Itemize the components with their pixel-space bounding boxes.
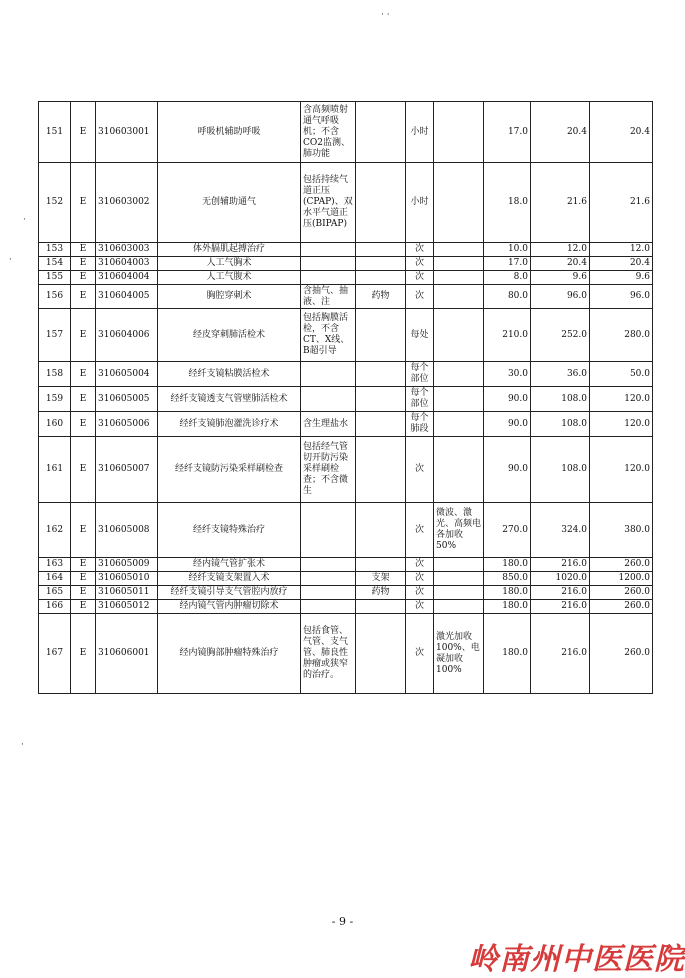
unit: 每个部位 bbox=[406, 387, 434, 412]
item-content: 含抽气、抽液、注 bbox=[301, 285, 356, 309]
item-content bbox=[301, 503, 356, 558]
category: E bbox=[71, 243, 96, 257]
item-name: 经内镜胸部肿瘤特殊治疗 bbox=[158, 614, 301, 694]
price-level-2: 216.0 bbox=[531, 614, 590, 694]
item-content bbox=[301, 600, 356, 614]
table-row bbox=[39, 586, 653, 600]
price-level-2: 1020.0 bbox=[531, 572, 590, 586]
category: E bbox=[71, 586, 96, 600]
category: E bbox=[71, 257, 96, 271]
excluded-item bbox=[356, 437, 406, 503]
row-number: 154 bbox=[39, 257, 71, 271]
excluded-item bbox=[356, 163, 406, 243]
scan-speck: · bbox=[21, 740, 24, 750]
item-name: 经纤支镜防污染采样刷检查 bbox=[158, 437, 301, 503]
price-level-1: 180.0 bbox=[484, 600, 531, 614]
price-level-1: 90.0 bbox=[484, 437, 531, 503]
unit: 次 bbox=[406, 257, 434, 271]
hospital-watermark: 岭南州中医医院 bbox=[468, 942, 685, 977]
item-name: 经纤支镜特殊治疗 bbox=[158, 503, 301, 558]
price-level-3: 20.4 bbox=[590, 257, 653, 271]
table-row bbox=[39, 285, 653, 309]
unit: 次 bbox=[406, 572, 434, 586]
price-level-1: 90.0 bbox=[484, 387, 531, 412]
row-number: 166 bbox=[39, 600, 71, 614]
unit: 每处 bbox=[406, 309, 434, 362]
category: E bbox=[71, 558, 96, 572]
price-level-2: 9.6 bbox=[531, 271, 590, 285]
item-code: 310605011 bbox=[96, 586, 158, 600]
item-content bbox=[301, 572, 356, 586]
excluded-item: 药物 bbox=[356, 586, 406, 600]
remark bbox=[434, 243, 484, 257]
price-level-1: 17.0 bbox=[484, 102, 531, 163]
category: E bbox=[71, 285, 96, 309]
unit: 次 bbox=[406, 586, 434, 600]
table-row bbox=[39, 163, 653, 243]
unit: 小时 bbox=[406, 102, 434, 163]
table-row bbox=[39, 387, 653, 412]
item-content: 包括食管、气管、支气管、肺良性肿瘤或狭窄的治疗。 bbox=[301, 614, 356, 694]
table-row bbox=[39, 558, 653, 572]
row-number: 159 bbox=[39, 387, 71, 412]
item-content: 含高频喷射通气呼吸机；不含CO2监测、肺功能 bbox=[301, 102, 356, 163]
remark bbox=[434, 257, 484, 271]
item-code: 310605005 bbox=[96, 387, 158, 412]
item-name: 经纤支镜支架置入术 bbox=[158, 572, 301, 586]
item-code: 310605009 bbox=[96, 558, 158, 572]
remark: 激光加收100%、电凝加收100% bbox=[434, 614, 484, 694]
excluded-item bbox=[356, 102, 406, 163]
scan-speck: · bbox=[9, 255, 12, 265]
excluded-item bbox=[356, 412, 406, 437]
row-number: 158 bbox=[39, 362, 71, 387]
remark bbox=[434, 163, 484, 243]
excluded-item bbox=[356, 558, 406, 572]
excluded-item bbox=[356, 362, 406, 387]
unit: 次 bbox=[406, 600, 434, 614]
price-level-3: 260.0 bbox=[590, 586, 653, 600]
item-code: 310605007 bbox=[96, 437, 158, 503]
table-row bbox=[39, 437, 653, 503]
excluded-item bbox=[356, 309, 406, 362]
page-number: - 9 - bbox=[331, 915, 354, 928]
row-number: 164 bbox=[39, 572, 71, 586]
price-level-2: 324.0 bbox=[531, 503, 590, 558]
price-level-2: 20.4 bbox=[531, 257, 590, 271]
excluded-item bbox=[356, 600, 406, 614]
category: E bbox=[71, 572, 96, 586]
table-row bbox=[39, 503, 653, 558]
row-number: 161 bbox=[39, 437, 71, 503]
price-level-3: 120.0 bbox=[590, 387, 653, 412]
item-name: 胸腔穿刺术 bbox=[158, 285, 301, 309]
item-code: 310604003 bbox=[96, 257, 158, 271]
price-level-1: 850.0 bbox=[484, 572, 531, 586]
item-content: 含生理盐水 bbox=[301, 412, 356, 437]
price-level-3: 12.0 bbox=[590, 243, 653, 257]
row-number: 167 bbox=[39, 614, 71, 694]
item-content bbox=[301, 586, 356, 600]
unit: 次 bbox=[406, 285, 434, 309]
item-name: 经皮穿刺肺活检术 bbox=[158, 309, 301, 362]
table-row bbox=[39, 412, 653, 437]
category: E bbox=[71, 412, 96, 437]
category: E bbox=[71, 163, 96, 243]
item-name: 经纤支镜肺泡灌洗诊疗术 bbox=[158, 412, 301, 437]
item-name: 经内镜气管内肿瘤切除术 bbox=[158, 600, 301, 614]
price-level-1: 90.0 bbox=[484, 412, 531, 437]
table-row bbox=[39, 362, 653, 387]
item-code: 310603003 bbox=[96, 243, 158, 257]
table-row bbox=[39, 614, 653, 694]
row-number: 157 bbox=[39, 309, 71, 362]
row-number: 162 bbox=[39, 503, 71, 558]
remark bbox=[434, 362, 484, 387]
price-level-2: 108.0 bbox=[531, 412, 590, 437]
remark bbox=[434, 558, 484, 572]
item-name: 经纤支镜透支气管壁肺活检术 bbox=[158, 387, 301, 412]
category: E bbox=[71, 387, 96, 412]
price-level-3: 260.0 bbox=[590, 558, 653, 572]
table-row bbox=[39, 243, 653, 257]
item-code: 310606001 bbox=[96, 614, 158, 694]
category: E bbox=[71, 309, 96, 362]
row-number: 163 bbox=[39, 558, 71, 572]
price-level-3: 20.4 bbox=[590, 102, 653, 163]
price-level-2: 20.4 bbox=[531, 102, 590, 163]
price-level-1: 80.0 bbox=[484, 285, 531, 309]
item-content: 包括经气管切开防污染采样刷检查；不含微生 bbox=[301, 437, 356, 503]
remark bbox=[434, 387, 484, 412]
unit: 次 bbox=[406, 437, 434, 503]
item-code: 310605004 bbox=[96, 362, 158, 387]
unit: 小时 bbox=[406, 163, 434, 243]
unit: 次 bbox=[406, 243, 434, 257]
table-row bbox=[39, 257, 653, 271]
category: E bbox=[71, 600, 96, 614]
price-level-2: 36.0 bbox=[531, 362, 590, 387]
price-level-3: 50.0 bbox=[590, 362, 653, 387]
price-level-2: 216.0 bbox=[531, 586, 590, 600]
item-name: 经纤支镜粘膜活检术 bbox=[158, 362, 301, 387]
remark: 微波、激光、高频电各加收50% bbox=[434, 503, 484, 558]
remark bbox=[434, 437, 484, 503]
price-level-1: 8.0 bbox=[484, 271, 531, 285]
price-level-3: 260.0 bbox=[590, 614, 653, 694]
price-level-3: 120.0 bbox=[590, 437, 653, 503]
scan-speck: · · bbox=[381, 10, 390, 20]
table-row bbox=[39, 309, 653, 362]
price-level-2: 252.0 bbox=[531, 309, 590, 362]
row-number: 155 bbox=[39, 271, 71, 285]
item-name: 无创辅助通气 bbox=[158, 163, 301, 243]
price-level-2: 21.6 bbox=[531, 163, 590, 243]
table-body bbox=[39, 102, 653, 694]
price-level-2: 216.0 bbox=[531, 558, 590, 572]
item-code: 310605008 bbox=[96, 503, 158, 558]
price-level-1: 10.0 bbox=[484, 243, 531, 257]
remark bbox=[434, 412, 484, 437]
table-row bbox=[39, 271, 653, 285]
price-level-1: 180.0 bbox=[484, 558, 531, 572]
scan-speck: · bbox=[23, 215, 26, 225]
item-name: 经内镜气管扩张术 bbox=[158, 558, 301, 572]
remark bbox=[434, 271, 484, 285]
unit: 次 bbox=[406, 271, 434, 285]
price-level-3: 1200.0 bbox=[590, 572, 653, 586]
item-code: 310603002 bbox=[96, 163, 158, 243]
price-level-2: 96.0 bbox=[531, 285, 590, 309]
item-content: 包括持续气道正压(CPAP)、双水平气道正压(BIPAP) bbox=[301, 163, 356, 243]
row-number: 160 bbox=[39, 412, 71, 437]
excluded-item bbox=[356, 243, 406, 257]
item-code: 310605006 bbox=[96, 412, 158, 437]
remark bbox=[434, 309, 484, 362]
category: E bbox=[71, 614, 96, 694]
row-number: 165 bbox=[39, 586, 71, 600]
category: E bbox=[71, 362, 96, 387]
item-name: 人工气胸术 bbox=[158, 257, 301, 271]
item-name: 经纤支镜引导支气管腔内放疗 bbox=[158, 586, 301, 600]
excluded-item: 支架 bbox=[356, 572, 406, 586]
table-row bbox=[39, 102, 653, 163]
item-name: 体外膈肌起搏治疗 bbox=[158, 243, 301, 257]
category: E bbox=[71, 271, 96, 285]
item-code: 310603001 bbox=[96, 102, 158, 163]
price-level-1: 17.0 bbox=[484, 257, 531, 271]
remark bbox=[434, 586, 484, 600]
price-level-1: 210.0 bbox=[484, 309, 531, 362]
item-content bbox=[301, 558, 356, 572]
price-level-3: 96.0 bbox=[590, 285, 653, 309]
item-code: 310605012 bbox=[96, 600, 158, 614]
price-level-3: 380.0 bbox=[590, 503, 653, 558]
excluded-item bbox=[356, 271, 406, 285]
price-level-1: 180.0 bbox=[484, 614, 531, 694]
unit: 次 bbox=[406, 558, 434, 572]
excluded-item bbox=[356, 257, 406, 271]
price-level-3: 21.6 bbox=[590, 163, 653, 243]
category: E bbox=[71, 437, 96, 503]
remark bbox=[434, 572, 484, 586]
excluded-item bbox=[356, 614, 406, 694]
item-content bbox=[301, 362, 356, 387]
excluded-item bbox=[356, 387, 406, 412]
row-number: 156 bbox=[39, 285, 71, 309]
price-level-2: 108.0 bbox=[531, 437, 590, 503]
item-content: 包括胸膜活检，不含CT、X线、B超引导 bbox=[301, 309, 356, 362]
item-content bbox=[301, 257, 356, 271]
item-code: 310604004 bbox=[96, 271, 158, 285]
remark bbox=[434, 600, 484, 614]
category: E bbox=[71, 503, 96, 558]
price-level-2: 12.0 bbox=[531, 243, 590, 257]
excluded-item bbox=[356, 503, 406, 558]
price-level-3: 260.0 bbox=[590, 600, 653, 614]
row-number: 151 bbox=[39, 102, 71, 163]
price-level-3: 9.6 bbox=[590, 271, 653, 285]
table-row bbox=[39, 600, 653, 614]
category: E bbox=[71, 102, 96, 163]
price-level-2: 108.0 bbox=[531, 387, 590, 412]
unit: 每个部位 bbox=[406, 362, 434, 387]
remark bbox=[434, 285, 484, 309]
item-content bbox=[301, 243, 356, 257]
item-name: 人工气腹术 bbox=[158, 271, 301, 285]
price-level-1: 30.0 bbox=[484, 362, 531, 387]
item-name: 呼吸机辅助呼吸 bbox=[158, 102, 301, 163]
fee-table bbox=[38, 101, 653, 694]
price-level-3: 120.0 bbox=[590, 412, 653, 437]
item-content bbox=[301, 387, 356, 412]
item-code: 310605010 bbox=[96, 572, 158, 586]
row-number: 153 bbox=[39, 243, 71, 257]
price-level-1: 180.0 bbox=[484, 586, 531, 600]
unit: 次 bbox=[406, 614, 434, 694]
excluded-item: 药物 bbox=[356, 285, 406, 309]
table-row bbox=[39, 572, 653, 586]
item-content bbox=[301, 271, 356, 285]
unit: 次 bbox=[406, 503, 434, 558]
price-level-3: 280.0 bbox=[590, 309, 653, 362]
remark bbox=[434, 102, 484, 163]
row-number: 152 bbox=[39, 163, 71, 243]
item-code: 310604006 bbox=[96, 309, 158, 362]
price-level-1: 270.0 bbox=[484, 503, 531, 558]
item-code: 310604005 bbox=[96, 285, 158, 309]
price-level-1: 18.0 bbox=[484, 163, 531, 243]
unit: 每个肺段 bbox=[406, 412, 434, 437]
price-level-2: 216.0 bbox=[531, 600, 590, 614]
